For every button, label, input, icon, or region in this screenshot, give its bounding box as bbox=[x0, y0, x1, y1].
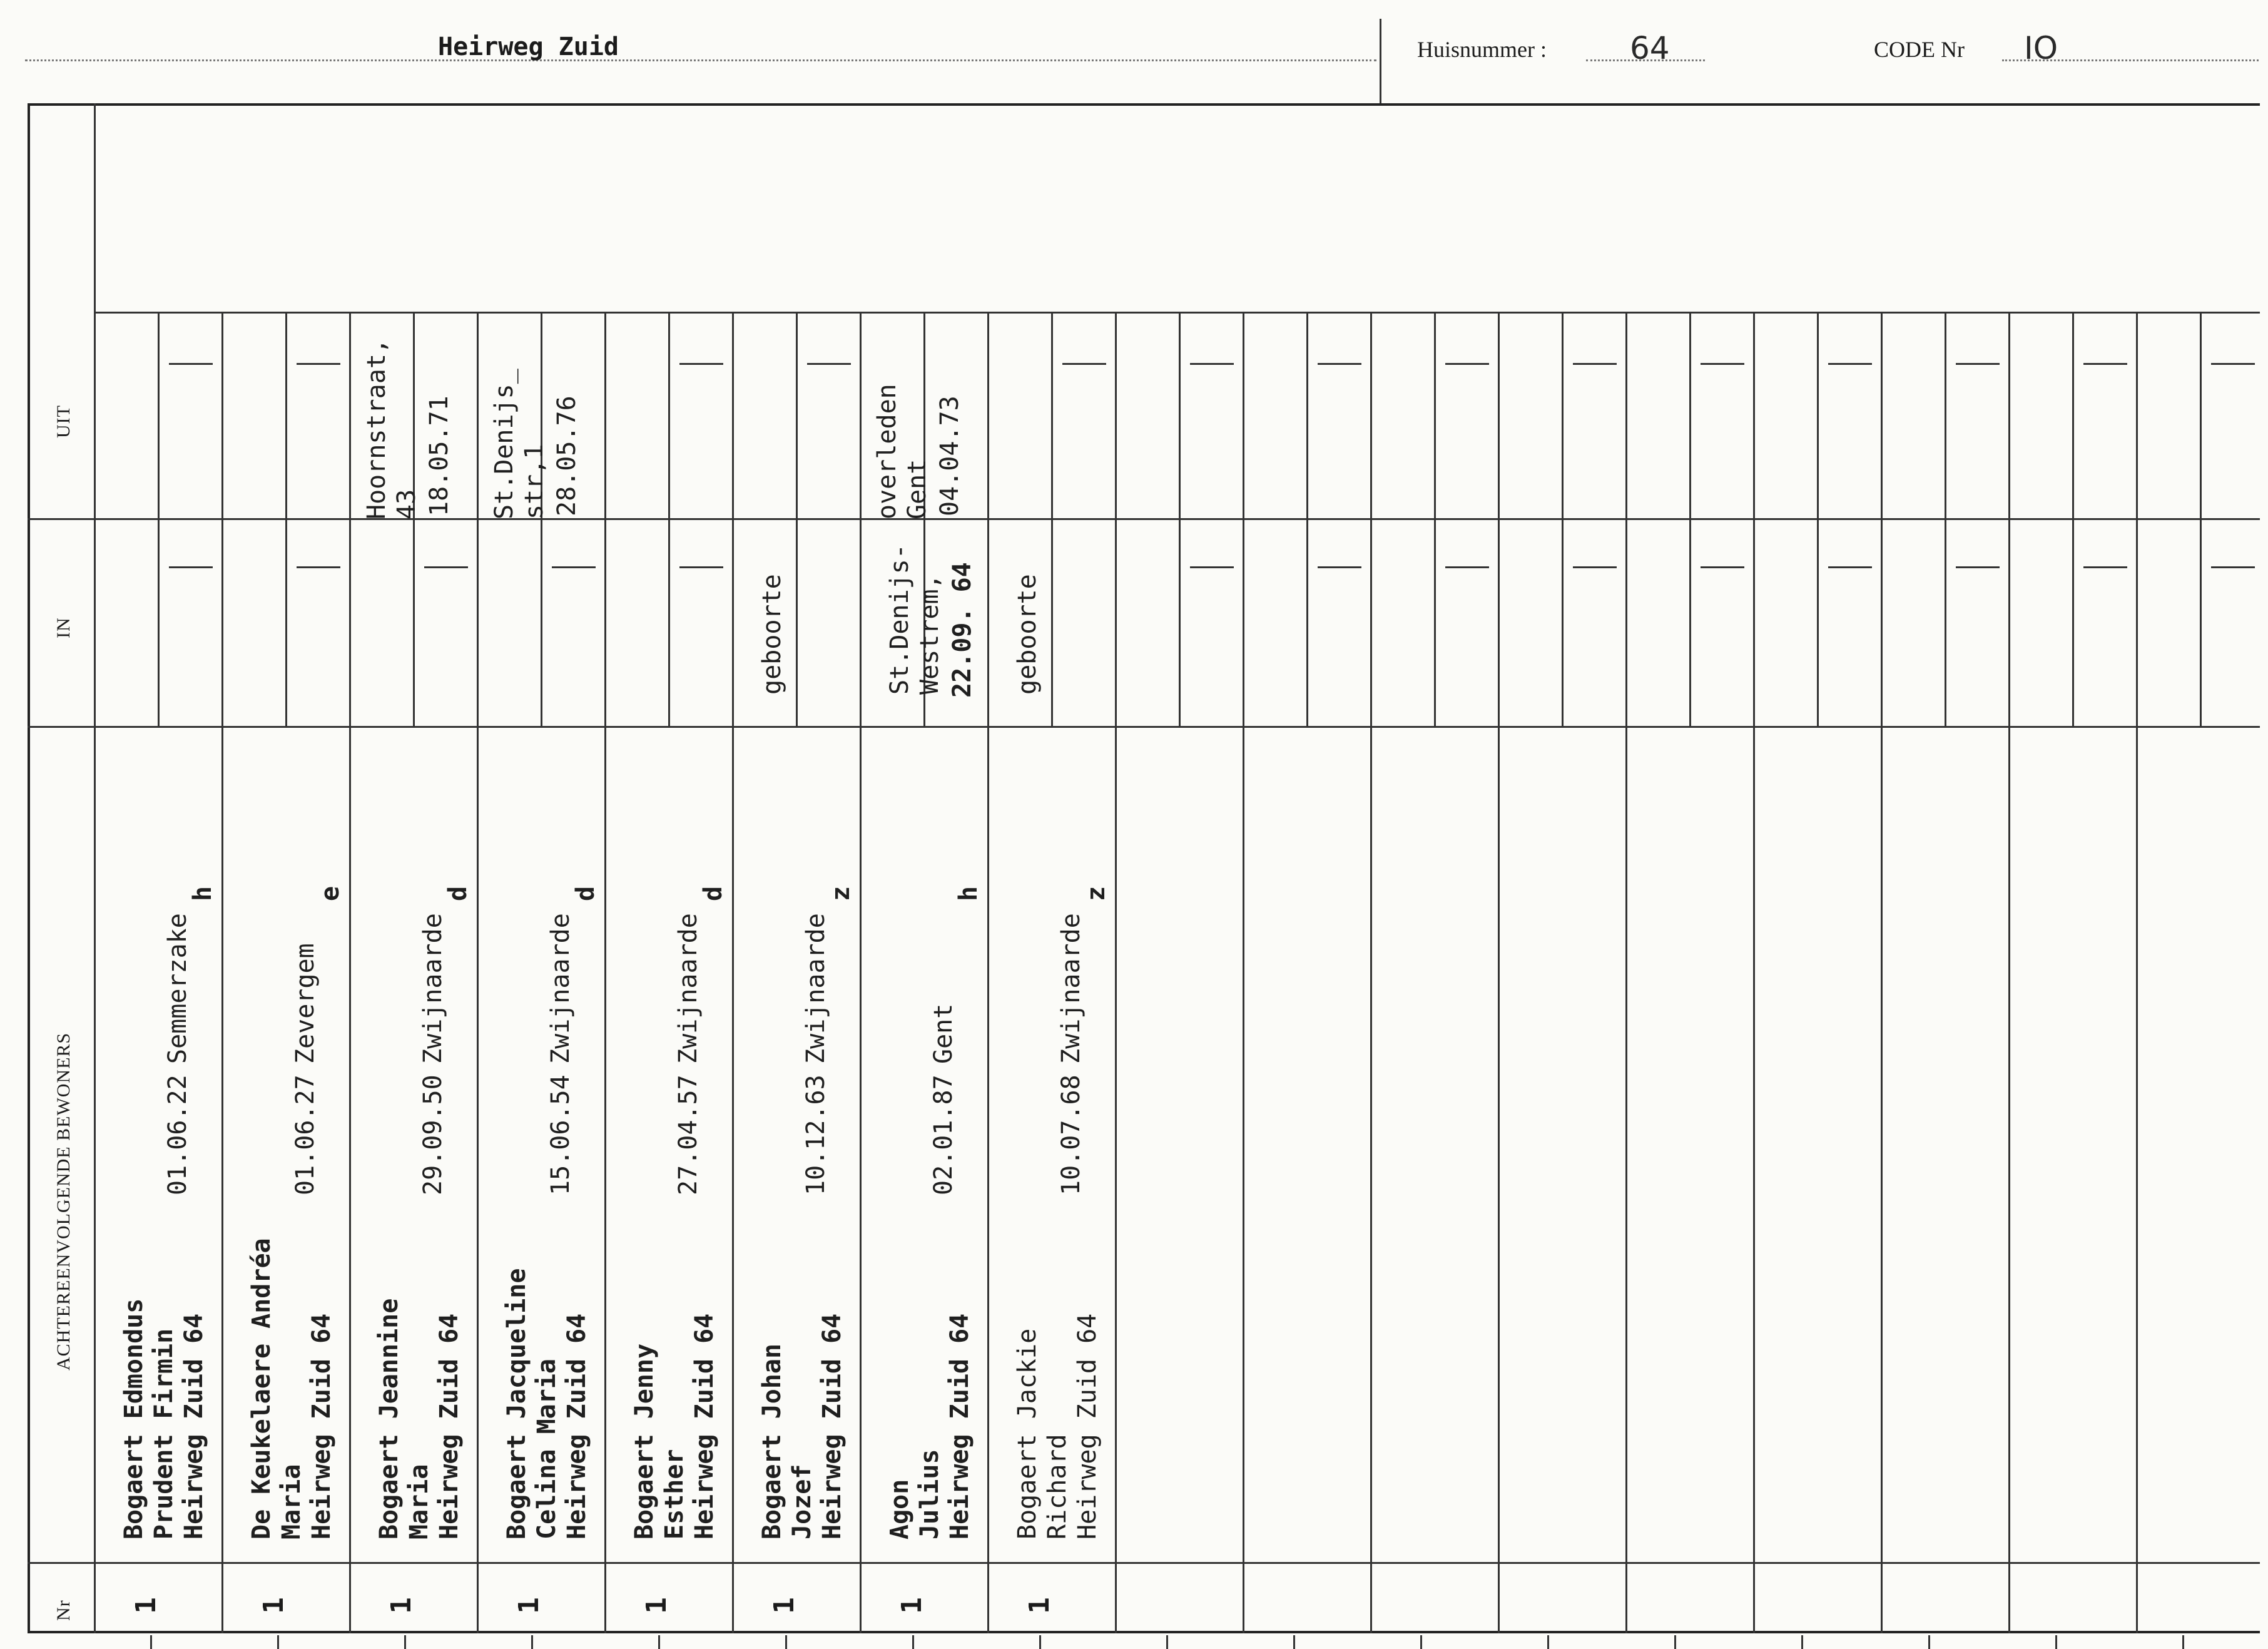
empty-cell-dash bbox=[1445, 566, 1489, 568]
birth-place: Semmerzake bbox=[163, 913, 192, 1064]
column-divider bbox=[1498, 312, 1500, 1633]
empty-cell-dash bbox=[2083, 363, 2127, 365]
resident-nr: 1 bbox=[130, 1597, 162, 1614]
resident-nr: 1 bbox=[895, 1597, 928, 1614]
ruler-tick bbox=[1039, 1635, 1041, 1649]
status-code: h bbox=[954, 886, 983, 901]
ruler-tick bbox=[2182, 1635, 2184, 1649]
empty-cell-dash bbox=[1573, 363, 1617, 365]
uit-date: 04.04.73 bbox=[935, 396, 964, 516]
column-divider bbox=[1243, 312, 1244, 1633]
empty-cell-dash bbox=[1573, 566, 1617, 568]
ruler-tick bbox=[1293, 1635, 1295, 1649]
column-divider bbox=[987, 312, 989, 1633]
separator-residents-nr bbox=[28, 1562, 2260, 1564]
header-divider bbox=[1380, 19, 1381, 103]
empty-cell-dash bbox=[169, 566, 213, 568]
column-divider bbox=[2136, 312, 2138, 1633]
birth-place: Zwijnaarde bbox=[1057, 913, 1086, 1064]
uit-place: St.Denijs_ str,1 bbox=[490, 369, 549, 519]
in-place: geboorte bbox=[758, 574, 786, 695]
birth-date: 01.06.22 bbox=[163, 1075, 192, 1195]
ruler-tick bbox=[1801, 1635, 1803, 1649]
house-number-label: Huisnummer : bbox=[1417, 37, 1547, 62]
resident-nr: 1 bbox=[768, 1597, 800, 1614]
status-code: d bbox=[699, 886, 728, 901]
residents-label: ACHTEREENVOLGENDE BEWONERS bbox=[53, 1032, 74, 1371]
empty-cell-dash bbox=[1318, 363, 1361, 365]
empty-cell-dash bbox=[679, 566, 723, 568]
resident-nr: 1 bbox=[512, 1597, 545, 1614]
resident-name: De Keukelaere Andréa Maria Heirweg Zuid 64 bbox=[247, 1238, 336, 1539]
birth-date: 29.09.50 bbox=[419, 1075, 447, 1195]
empty-cell-dash bbox=[2211, 363, 2255, 365]
empty-cell-dash bbox=[1190, 363, 1234, 365]
column-divider bbox=[1881, 312, 1883, 1633]
empty-cell-dash bbox=[1701, 363, 1744, 365]
cell-subdivider bbox=[1434, 312, 1436, 726]
resident-name: Bogaert Jackie Richard Heirweg Zuid 64 bbox=[1013, 1313, 1102, 1539]
empty-cell-dash bbox=[1828, 566, 1872, 568]
separator-top-blank bbox=[94, 312, 2260, 314]
column-divider bbox=[2008, 312, 2010, 1633]
empty-cell-dash bbox=[169, 363, 213, 365]
ruler-tick bbox=[785, 1635, 787, 1649]
in-place: geboorte bbox=[1013, 574, 1042, 695]
column-divider bbox=[860, 312, 862, 1633]
ruler-tick bbox=[531, 1635, 533, 1649]
birth-date: 10.07.68 bbox=[1057, 1075, 1086, 1195]
cell-subdivider bbox=[1306, 312, 1308, 726]
empty-cell-dash bbox=[679, 363, 723, 365]
empty-cell-dash bbox=[552, 566, 596, 568]
birth-date: 10.12.63 bbox=[801, 1075, 830, 1195]
birth-place: Zwijnaarde bbox=[546, 913, 575, 1064]
ruler-tick bbox=[912, 1635, 914, 1649]
birth-date: 01.06.27 bbox=[291, 1075, 320, 1195]
status-code: d bbox=[571, 886, 600, 901]
uit-place: overleden Gent bbox=[873, 384, 932, 519]
register-form-frame bbox=[28, 103, 2260, 1633]
cell-subdivider bbox=[1945, 312, 1946, 726]
resident-nr: 1 bbox=[1023, 1597, 1055, 1614]
empty-cell-dash bbox=[1828, 363, 1872, 365]
ruler-tick bbox=[1674, 1635, 1676, 1649]
cell-subdivider bbox=[2072, 312, 2074, 726]
birth-date: 15.06.54 bbox=[546, 1075, 575, 1195]
empty-cell-dash bbox=[1701, 566, 1744, 568]
status-code: z bbox=[826, 886, 855, 901]
ruler-tick bbox=[150, 1635, 152, 1649]
birth-place: Zevergem bbox=[291, 943, 320, 1064]
empty-cell-dash bbox=[807, 363, 851, 365]
resident-nr: 1 bbox=[257, 1597, 290, 1614]
column-divider bbox=[477, 312, 479, 1633]
column-divider bbox=[1753, 312, 1755, 1633]
ruler-tick bbox=[1928, 1635, 1930, 1649]
resident-name: Bogaert Edmondus Prudent Firmin Heirweg Zuid 64 bbox=[120, 1298, 208, 1539]
ruler-tick bbox=[1166, 1635, 1168, 1649]
ruler-tick bbox=[1420, 1635, 1422, 1649]
empty-cell-dash bbox=[2211, 566, 2255, 568]
in-place: St.Denijs- Westrem, bbox=[885, 544, 944, 695]
empty-cell-dash bbox=[424, 566, 468, 568]
empty-cell-dash bbox=[297, 566, 340, 568]
label-column-divider bbox=[94, 103, 96, 1633]
code-label: CODE Nr bbox=[1874, 37, 1965, 62]
ruler-tick bbox=[277, 1635, 279, 1649]
column-divider bbox=[732, 312, 734, 1633]
code-value: IO bbox=[2024, 30, 2058, 66]
column-divider bbox=[1625, 312, 1627, 1633]
uit-place: Hoornstraat, 43 bbox=[362, 339, 421, 519]
birth-place: Zwijnaarde bbox=[801, 913, 830, 1064]
birth-place: Gent bbox=[929, 1003, 958, 1064]
cell-subdivider bbox=[1562, 312, 1564, 726]
status-code: z bbox=[1082, 886, 1111, 901]
birth-date: 02.01.87 bbox=[929, 1075, 958, 1195]
empty-cell-dash bbox=[1190, 566, 1234, 568]
ruler-tick bbox=[2055, 1635, 2057, 1649]
empty-cell-dash bbox=[1318, 566, 1361, 568]
separator-in-residents bbox=[28, 726, 2260, 728]
resident-name: Bogaert Jacqueline Celina Maria Heirweg Zuid 64 bbox=[502, 1268, 591, 1539]
cell-subdivider bbox=[1051, 312, 1053, 726]
resident-name: Bogaert Jenny Esther Heirweg Zuid 64 bbox=[630, 1313, 719, 1539]
ruler-tick bbox=[404, 1635, 406, 1649]
resident-nr: 1 bbox=[385, 1597, 417, 1614]
in-label: IN bbox=[53, 617, 74, 638]
resident-name: Agon Julius Heirweg Zuid 64 bbox=[885, 1313, 974, 1539]
empty-cell-dash bbox=[1445, 363, 1489, 365]
street-name: Heirweg Zuid bbox=[438, 33, 619, 61]
column-divider bbox=[221, 312, 223, 1633]
resident-nr: 1 bbox=[640, 1597, 673, 1614]
cell-subdivider bbox=[2200, 312, 2202, 726]
birth-date: 27.04.57 bbox=[674, 1075, 703, 1195]
ruler-tick bbox=[658, 1635, 660, 1649]
column-divider bbox=[1115, 312, 1117, 1633]
cell-subdivider bbox=[796, 312, 798, 726]
house-number-value: 64 bbox=[1630, 30, 1670, 66]
cell-subdivider bbox=[668, 312, 670, 726]
status-code: h bbox=[188, 886, 217, 901]
empty-cell-dash bbox=[297, 363, 340, 365]
empty-cell-dash bbox=[1956, 566, 2000, 568]
status-code: d bbox=[444, 886, 472, 901]
cell-subdivider bbox=[1689, 312, 1691, 726]
birth-place: Zwijnaarde bbox=[674, 913, 703, 1064]
status-code: e bbox=[316, 886, 345, 901]
nr-label: Nr bbox=[53, 1600, 74, 1621]
birth-place: Zwijnaarde bbox=[419, 913, 447, 1064]
ruler-tick bbox=[1547, 1635, 1549, 1649]
column-divider bbox=[349, 312, 351, 1633]
uit-date: 18.05.71 bbox=[425, 396, 454, 516]
empty-cell-dash bbox=[1956, 363, 2000, 365]
column-divider bbox=[1370, 312, 1372, 1633]
in-date: 22.09. 64 bbox=[948, 562, 977, 698]
cell-subdivider bbox=[1817, 312, 1819, 726]
uit-date: 28.05.76 bbox=[552, 396, 581, 516]
empty-cell-dash bbox=[2083, 566, 2127, 568]
resident-name: Bogaert Johan Jozef Heirweg Zuid 64 bbox=[758, 1313, 847, 1539]
cell-subdivider bbox=[158, 312, 160, 726]
resident-name: Bogaert Jeannine Maria Heirweg Zuid 64 bbox=[375, 1298, 464, 1539]
cell-subdivider bbox=[1179, 312, 1181, 726]
empty-cell-dash bbox=[1062, 363, 1106, 365]
uit-label: UIT bbox=[53, 405, 74, 438]
column-divider bbox=[604, 312, 606, 1633]
street-dotted-line bbox=[25, 59, 1376, 61]
cell-subdivider bbox=[285, 312, 287, 726]
